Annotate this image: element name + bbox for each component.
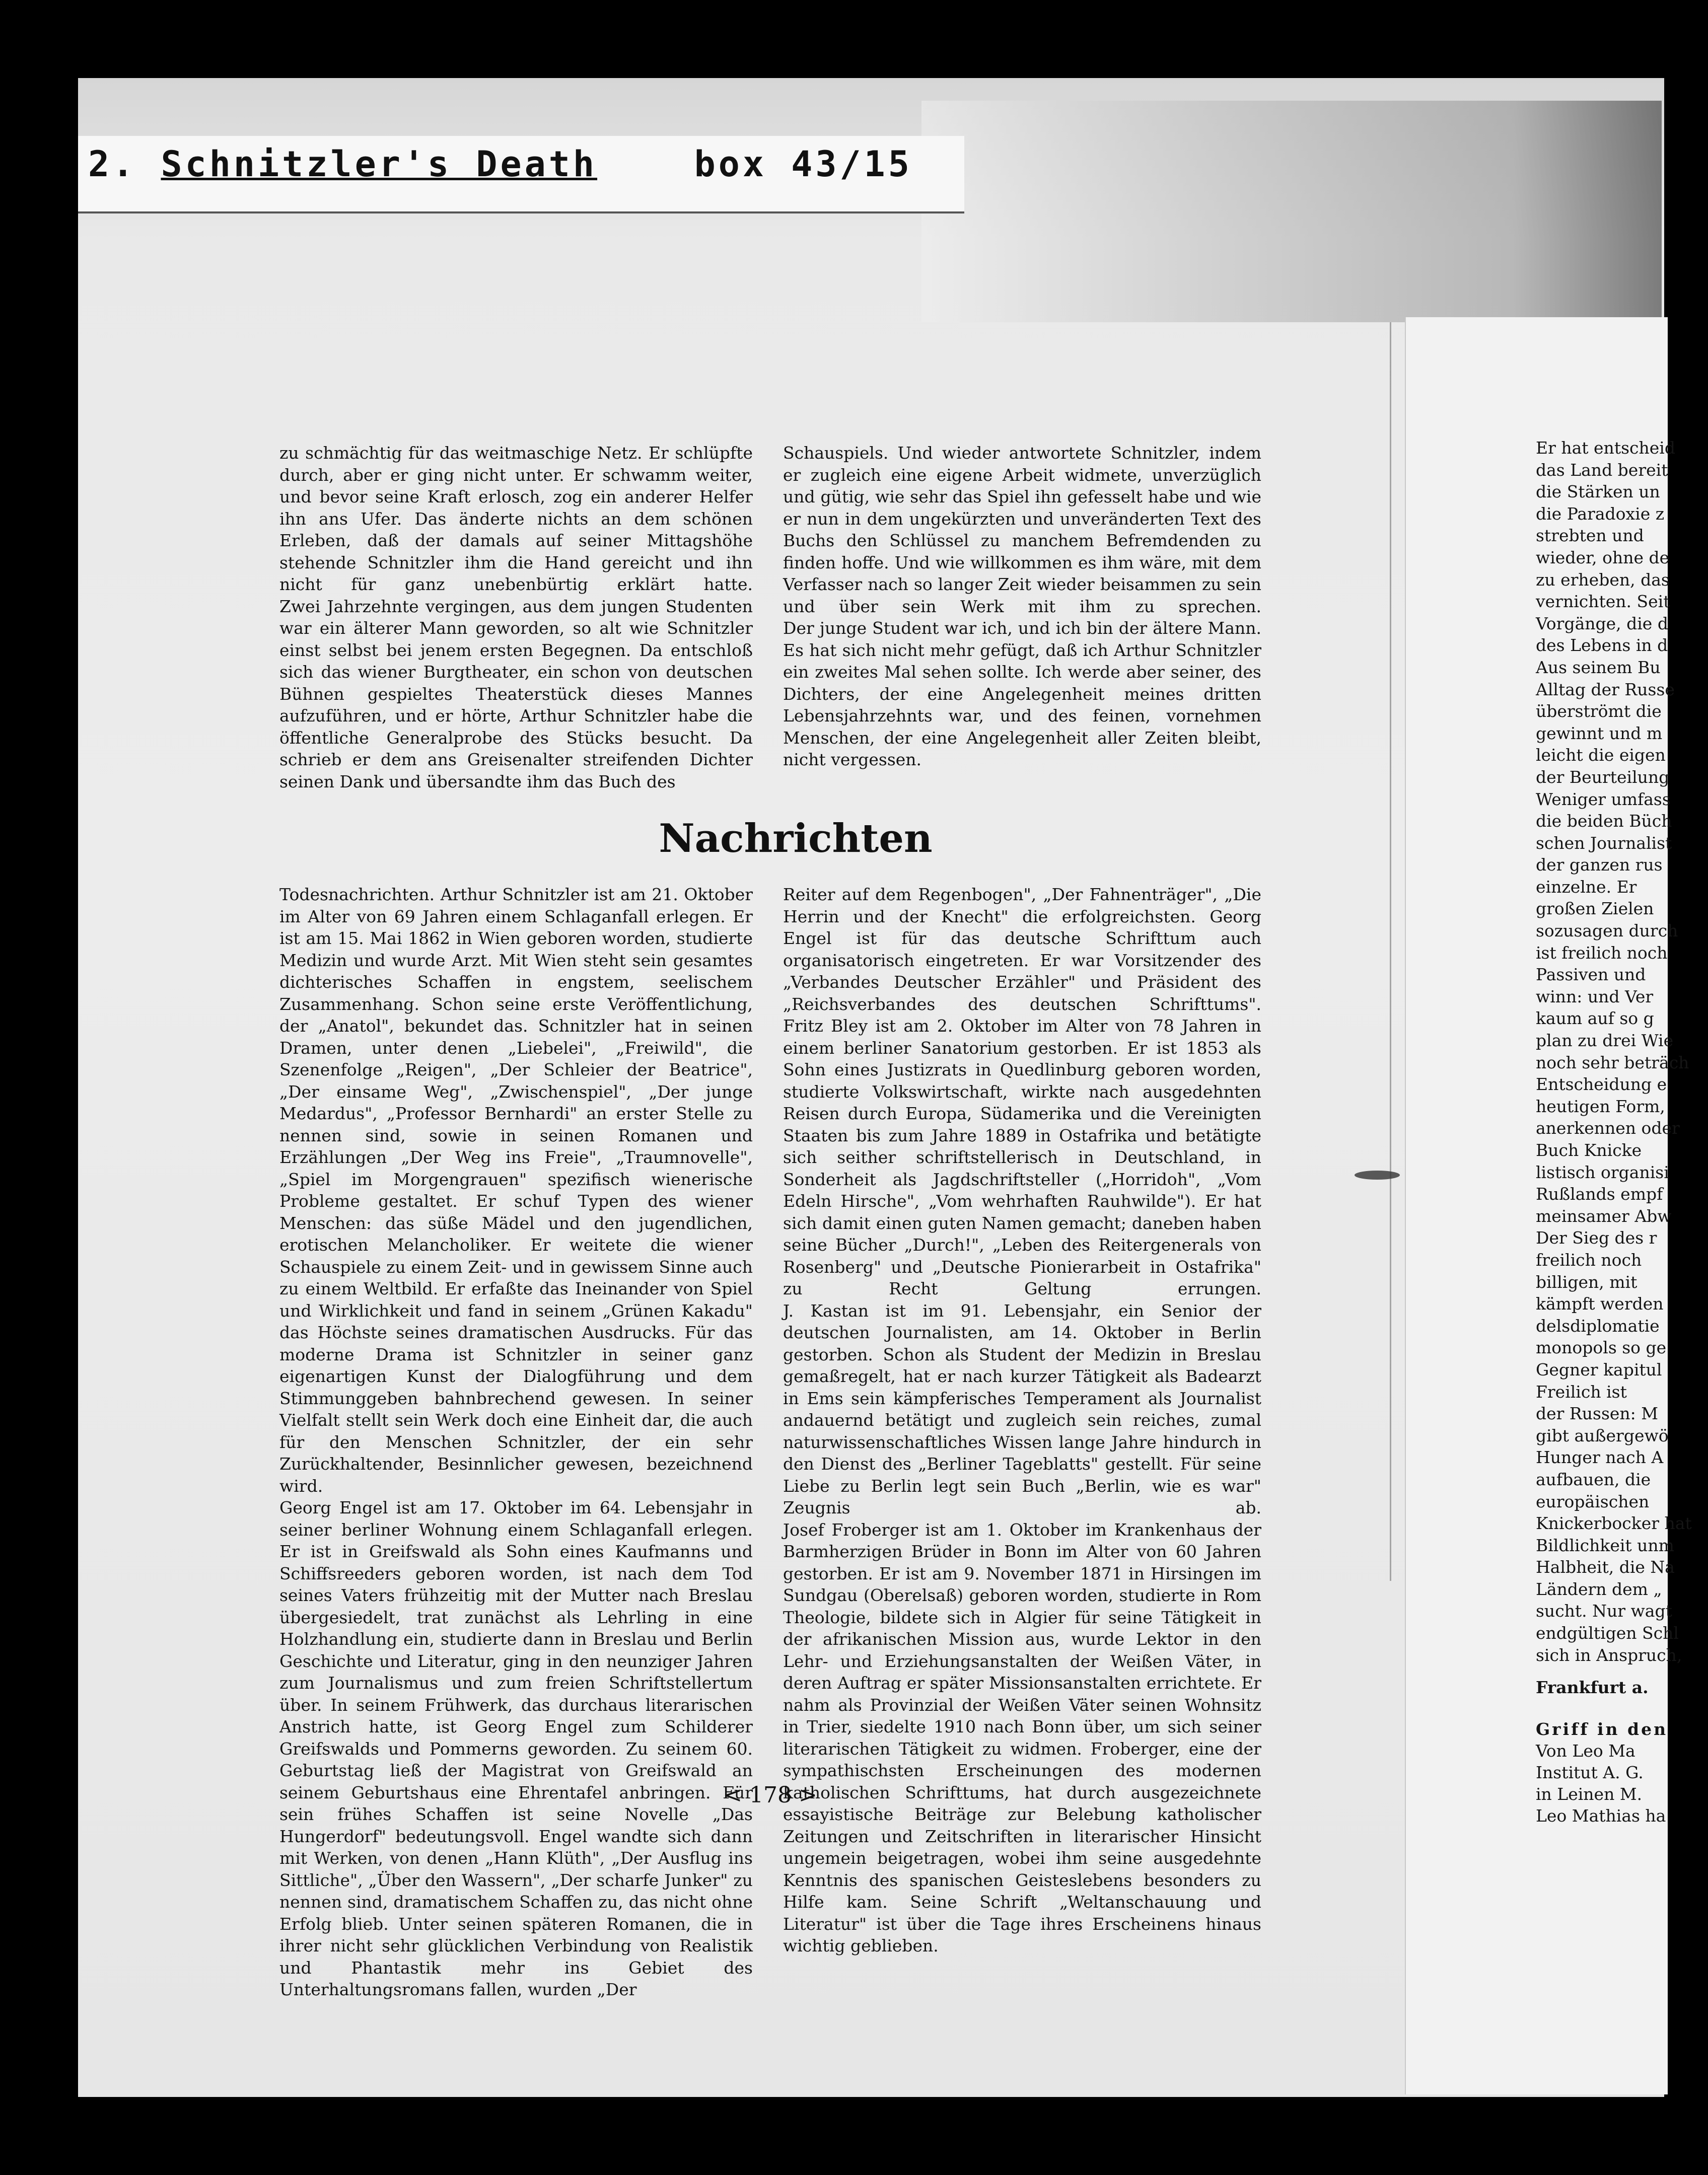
overlay-column-line: großen Zielen: [1536, 899, 1654, 919]
overlay-column-line: heutigen Form,: [1536, 1096, 1665, 1116]
overlay-column-line: aufbauen, die: [1536, 1469, 1651, 1489]
overlay-column-line: sucht. Nur wagt: [1536, 1601, 1672, 1621]
overlay-column-line: Ländern dem „: [1536, 1579, 1662, 1599]
paragraph: Georg Engel ist am 17. Oktober im 64. Lebensjahr in seiner berliner Wohnung einem Schlaganfall erlegen. Er ist in Greifswald als Sohn eines Kaufmanns und Schiffsreeders geboren worden, ist nach dem Tod seines Vaters frühzeitig mit der Mutter nach Breslau übergesiedelt, trat zunächst als Lehrling in eine Holzhandlung ein, studierte dann in Breslau und Berlin Geschichte und Literatur, ging in den neunziger Jahren zum Journalismus und zum freien Schriftstellertum über. In seinem Frühwerk, das durchaus literarischen Anstrich hatte, ist Georg Engel zum Schilderer Greifswalds und Pommerns geworden. Zu seinem 60. Geburtstag ließ der Magistrat von Greifswald an seinem Geburtshaus eine Ehrentafel anbringen. Für sein frühes Schaffen ist seine Novelle „Das Hungerdorf" bedeutungsvoll. Engel wandte sich dann mit Werken, von denen „Hann Klüth", „Der Ausflug ins Sittliche", „Über den Wassern", „Der scharfe Junker" zu nennen sind, dramatischem Schaffen zu, das nicht ohne Erfolg blieb. Unter seinen späteren Romanen, die in ihrer nicht sehr glücklichen Verbindung von Realistik und Phantastik mehr ins Gebiet des Unterhaltungsromans fallen, wurden „Der: [279, 1498, 753, 1999]
overlay-column-line: Entscheidung e: [1536, 1074, 1667, 1095]
scan-shadow: [921, 101, 1662, 322]
paragraph: J. Kastan ist im 91. Lebensjahr, ein Senior der deutschen Journalisten, am 14. Oktober in Berlin gestorben. Schon als Student der Medizin in Breslau gemaßregelt, hat er nach kurzer Tätigkeit als Badearzt in Ems sein kämpferisches Temperament als Journalist andauernd betätigt und zugleich sein reiches, zumal naturwissenschaftliches Wissen lange Jahre hindurch in den Dienst des „Berliner Tageblatts" gestellt. Für seine Liebe zu Berlin legt sein Buch „Berlin, wie es war" Zeugnis ab.: [783, 1300, 1261, 1517]
overlay-column-line: plan zu drei Wie: [1536, 1031, 1674, 1051]
overlay-line: Institut A. G.: [1536, 1763, 1644, 1782]
upper-article-column-2: [783, 442, 1261, 771]
overlapping-page-column: [1536, 437, 1692, 1666]
overlay-column-line: zu erheben, das: [1536, 569, 1670, 590]
overlay-title: Griff in den: [1536, 1719, 1668, 1739]
fold-line: [1390, 322, 1391, 1581]
overlay-column-line: schen Journalist: [1536, 833, 1672, 853]
overlay-column-line: Der Sieg des r: [1536, 1228, 1657, 1248]
overlay-column-line: der Beurteilung: [1536, 767, 1670, 787]
overlay-column-line: die Stärken un: [1536, 482, 1660, 502]
overlay-column-line: sich in Anspruch,: [1536, 1645, 1682, 1665]
overlay-column-line: endgültigen Schl: [1536, 1623, 1679, 1643]
overlay-line: in Leinen M.: [1536, 1784, 1643, 1804]
paragraph: Der junge Student war ich, und ich bin der ältere Mann. Es hat sich nicht mehr gefügt, daß ich Arthur Schnitzler ein zweites Mal sehen sollte. Ich werde aber seiner, des Dichters, der eine Angelegenheit meines dritten Lebensjahrzehnts war, und des feinen, vornehmen Menschen, der eine Angelegenheit aller Zeiten bleibt, nicht vergessen.: [783, 618, 1261, 769]
news-column-2: [783, 884, 1261, 1957]
overlay-column-line: strebten und: [1536, 526, 1644, 546]
overlay-column-line: Vorgänge, die d: [1536, 613, 1668, 633]
overlay-column-line: wieder, ohne de: [1536, 547, 1670, 567]
overlay-column-line: billigen, mit: [1536, 1272, 1638, 1292]
overlay-column-line: die beiden Büch: [1536, 811, 1672, 831]
overlay-column-line: monopols so ge: [1536, 1338, 1667, 1358]
overlay-column-line: Hunger nach A: [1536, 1447, 1664, 1468]
overlay-column-line: Halbheit, die Na: [1536, 1557, 1675, 1577]
paragraph: Reiter auf dem Regenbogen", „Der Fahnenträger", „Die Herrin und der Knecht" die erfolgreichsten. Georg Engel ist für das deutsche Schrifttum auch organisatorisch eingetreten. Er war Vorsitzender des „Verbandes Deutscher Erzähler" und Präsident des „Reichsverbandes des deutschen Schrifttums".: [783, 885, 1261, 1014]
overlay-column-line: ist freilich noch: [1536, 942, 1668, 963]
archive-label: [88, 143, 912, 185]
paragraph: Zwei Jahrzehnte vergingen, aus dem jungen Studenten war ein älterer Mann geworden, so alt wie Schnitzler einst selbst bei jenem ersten Begegnen. Da entschloß sich das wiener Burgtheater, ein schon von deutschen Bühnen gespieltes Theaterstück dieses Mannes aufzuführen, und er hörte, Arthur Schnitzler habe die öffentliche Generalprobe des Stücks besucht. Da schrieb er dem ans Greisenalter streifenden Dichter seinen Dank und übersandte ihm das Buch des: [279, 596, 753, 791]
overlay-column-line: Passiven und: [1536, 965, 1646, 985]
overlay-column-line: der ganzen rus: [1536, 855, 1663, 875]
section-heading: Nachrichten: [659, 816, 933, 861]
overlay-column-line: listisch organisi: [1536, 1162, 1669, 1182]
paragraph: Schauspiels. Und wieder antwortete Schnitzler, indem er zugleich eine eigene Arbeit widmete, unverzüglich und gütig, wie sehr das Spiel ihn gefesselt habe und wie er nun in dem ungekürzten und unveränderten Text des Buchs den Schlüssel zu manchem Befremdenden zu finden hoffe. Und wie willkommen es ihm wäre, mit dem Verfasser nach so langer Zeit wieder beisammen zu sein und über sein Werk mit ihm zu sprechen.: [783, 443, 1261, 616]
overlay-city: Frankfurt a.: [1536, 1678, 1649, 1697]
paragraph: Fritz Bley ist am 2. Oktober im Alter von 78 Jahren in einem berliner Sanatorium gestorben. Er ist 1853 als Sohn eines Justizrats in Quedlinburg geboren worden, studierte Volkswirtschaft, wirkte nach ausgedehnten Reisen durch Europa, Südamerika und die Vereinigten Staaten bis zum Jahre 1889 in Ostafrika und betätigte sich seither schriftstellerisch in Deutschland, in Sonderheit als Jagdschriftsteller („Horridoh", „Vom Edeln Hirsche", „Vom wehrhaften Rauhwilde"). Er hat sich damit einen guten Namen gemacht; daneben haben seine Bücher „Durch!", „Leben des Reitergenerals von Rosenberg" und „Deutsche Pionierarbeit in Ostafrika" zu Recht Geltung errungen.: [783, 1016, 1261, 1298]
overlay-column-line: die Paradoxie z: [1536, 503, 1665, 524]
overlay-column-line: winn: und Ver: [1536, 986, 1654, 1006]
upper-article-column-1: [279, 442, 753, 792]
overlay-column-line: des Lebens in d: [1536, 635, 1668, 656]
overlay-column-line: noch sehr beträch: [1536, 1052, 1689, 1072]
overlay-column-line: Er hat entscheid: [1536, 438, 1675, 458]
overlay-line: Von Leo Ma: [1536, 1741, 1635, 1761]
overlay-column-line: kämpft werden: [1536, 1294, 1664, 1314]
overlay-column-line: sozusagen durch: [1536, 921, 1678, 941]
overlay-column-line: vernichten. Seit: [1536, 592, 1670, 612]
overlay-column-line: Knickerbocker hat: [1536, 1513, 1692, 1534]
overlay-column-line: das Land bereit: [1536, 460, 1668, 480]
overlay-column-line: der Russen: M: [1536, 1404, 1659, 1424]
label-number: 2.: [88, 143, 137, 185]
overlay-column-line: einzelne. Er: [1536, 877, 1637, 897]
overlay-column-line: anerkennen oder: [1536, 1118, 1680, 1138]
label-title: Schnitzler's Death: [161, 143, 598, 185]
overlay-column-line: Buch Knicke: [1536, 1140, 1642, 1160]
news-column-1: [279, 884, 753, 2001]
overlay-line: Leo Mathias ha: [1536, 1806, 1666, 1826]
overlay-column-line: gewinnt und m: [1536, 723, 1663, 743]
overlay-column-line: Freilich ist: [1536, 1382, 1627, 1402]
paragraph: Josef Froberger ist am 1. Oktober im Krankenhaus der Barmherzigen Brüder in Bonn im Alter von 60 Jahren gestorben. Er ist am 9. November 1871 in Hirsingen im Sundgau (Oberelsaß) geboren worden, studierte in Rom Theologie, bildete sich in Algier für seine Tätigkeit in der afrikanischen Mission aus, wurde Lektor in den Lehr- und Erziehungsanstalten der Weißen Väter, in deren Auftrag er später Missionsanstalten errichtete. Er nahm als Provinzial der Weißen Väter seinen Wohnsitz in Trier, siedelte 1910 nach Bonn über, um sich seiner literarischen Tätigkeit zu widmen. Froberger, eine der sympathischsten Erscheinungen des modernen katholischen Schrifttums, hat durch ausgezeichnete essayistische Beiträge zur Belebung katholischer Zeitungen und Zeitschriften in literarischer Hinsicht ungemein beigetragen, wobei ihm seine ausgedehnte Kenntnis des spanischen Geisteslebens besonders zu Hilfe kam. Seine Schrift „Weltanschauung und Literatur" ist über die Tage ihres Erscheinens hinaus wichtig geblieben.: [783, 1519, 1261, 1955]
overlay-column-line: freilich noch: [1536, 1250, 1642, 1270]
overlay-column-line: delsdiplomatie: [1536, 1316, 1660, 1336]
overlay-column-line: überströmt die: [1536, 701, 1662, 721]
overlay-column-line: kaum auf so g: [1536, 1008, 1654, 1029]
paragraph: zu schmächtig für das weitmaschige Netz. Er schlüpfte durch, aber er ging nicht unter. Er schwamm weiter, und bevor seine Kraft erlosch, zog ein anderer Helfer ihn ans Ufer. Das änderte nichts an dem schönen Erleben, daß der damals auf seiner Mittagshöhe stehende Schnitzler ihm die Hand gereicht und ihn nicht für ganz unebenbürtig erklärt hatte.: [279, 443, 753, 594]
overlay-column-line: Weniger umfass: [1536, 789, 1671, 809]
label-box: box 43/15: [694, 143, 912, 185]
ink-smudge: [1355, 1171, 1400, 1180]
overlay-column-line: Bildlichkeit unm: [1536, 1535, 1674, 1555]
overlay-column-line: Gegner kapitul: [1536, 1359, 1662, 1380]
overlay-column-line: Aus seinem Bu: [1536, 657, 1661, 677]
overlay-column-line: gibt außergewö: [1536, 1425, 1669, 1445]
paragraph: Todesnachrichten. Arthur Schnitzler ist am 21. Oktober im Alter von 69 Jahren einem Schlaganfall erlegen. Er ist am 15. Mai 1862 in Wien geboren worden, studierte Medizin und wurde Arzt. Mit Wien steht sein gesamtes dichterisches Schaffen in engstem, seelischem Zusammenhang. Schon seine erste Veröffentlichung, der „Anatol", bekundet das. Schnitzler hat in seinen Dramen, unter denen „Liebelei", „Freiwild", die Szenenfolge „Reigen", „Der Schleier der Beatrice", „Der einsame Weg", „Zwischenspiel", „Der junge Medardus", „Professor Bernhardi" an erster Stelle zu nennen sind, sowie in seinen Romanen und Erzählungen „Der Weg ins Freie", „Traumnovelle", „Spiel im Morgengrauen" spezifisch wienerische Probleme gestaltet. Er schuf Typen des wiener Menschen: das süße Mädel und den jugendlichen, erotischen Melancholiker. Er weitete die wiener Schauspiele zu einem Zeit- und in gewissem Sinne auch zu einem Weltbild. Er erfaßte das Ineinander von Spiel und Wirklichkeit und fand in seinem „Grünen Kakadu" das Höchste seines dramatischen Ausdrucks. Für das moderne Drama ist Schnitzler in seiner ganz eigenartigen Kunst der Dialogführung und dem Stimmunggeben bahnbrechend gewesen. In seiner Vielfalt stellt sein Werk doch eine Einheit dar, die auch für den Menschen Schnitzler, der ein sehr Zurückhaltender, Besinnlicher gewesen, bezeichnend wird.: [279, 885, 753, 1496]
overlay-column-line: meinsamer Abw: [1536, 1206, 1672, 1226]
page-number: < 178 >: [724, 1782, 817, 1808]
overlay-column-line: Rußlands empf: [1536, 1184, 1663, 1204]
overlay-column-line: europäischen: [1536, 1491, 1650, 1511]
overlay-column-line: Alltag der Russe: [1536, 679, 1675, 699]
overlapping-page-footer: [1536, 1677, 1667, 1827]
overlay-column-line: leicht die eigen: [1536, 745, 1666, 765]
